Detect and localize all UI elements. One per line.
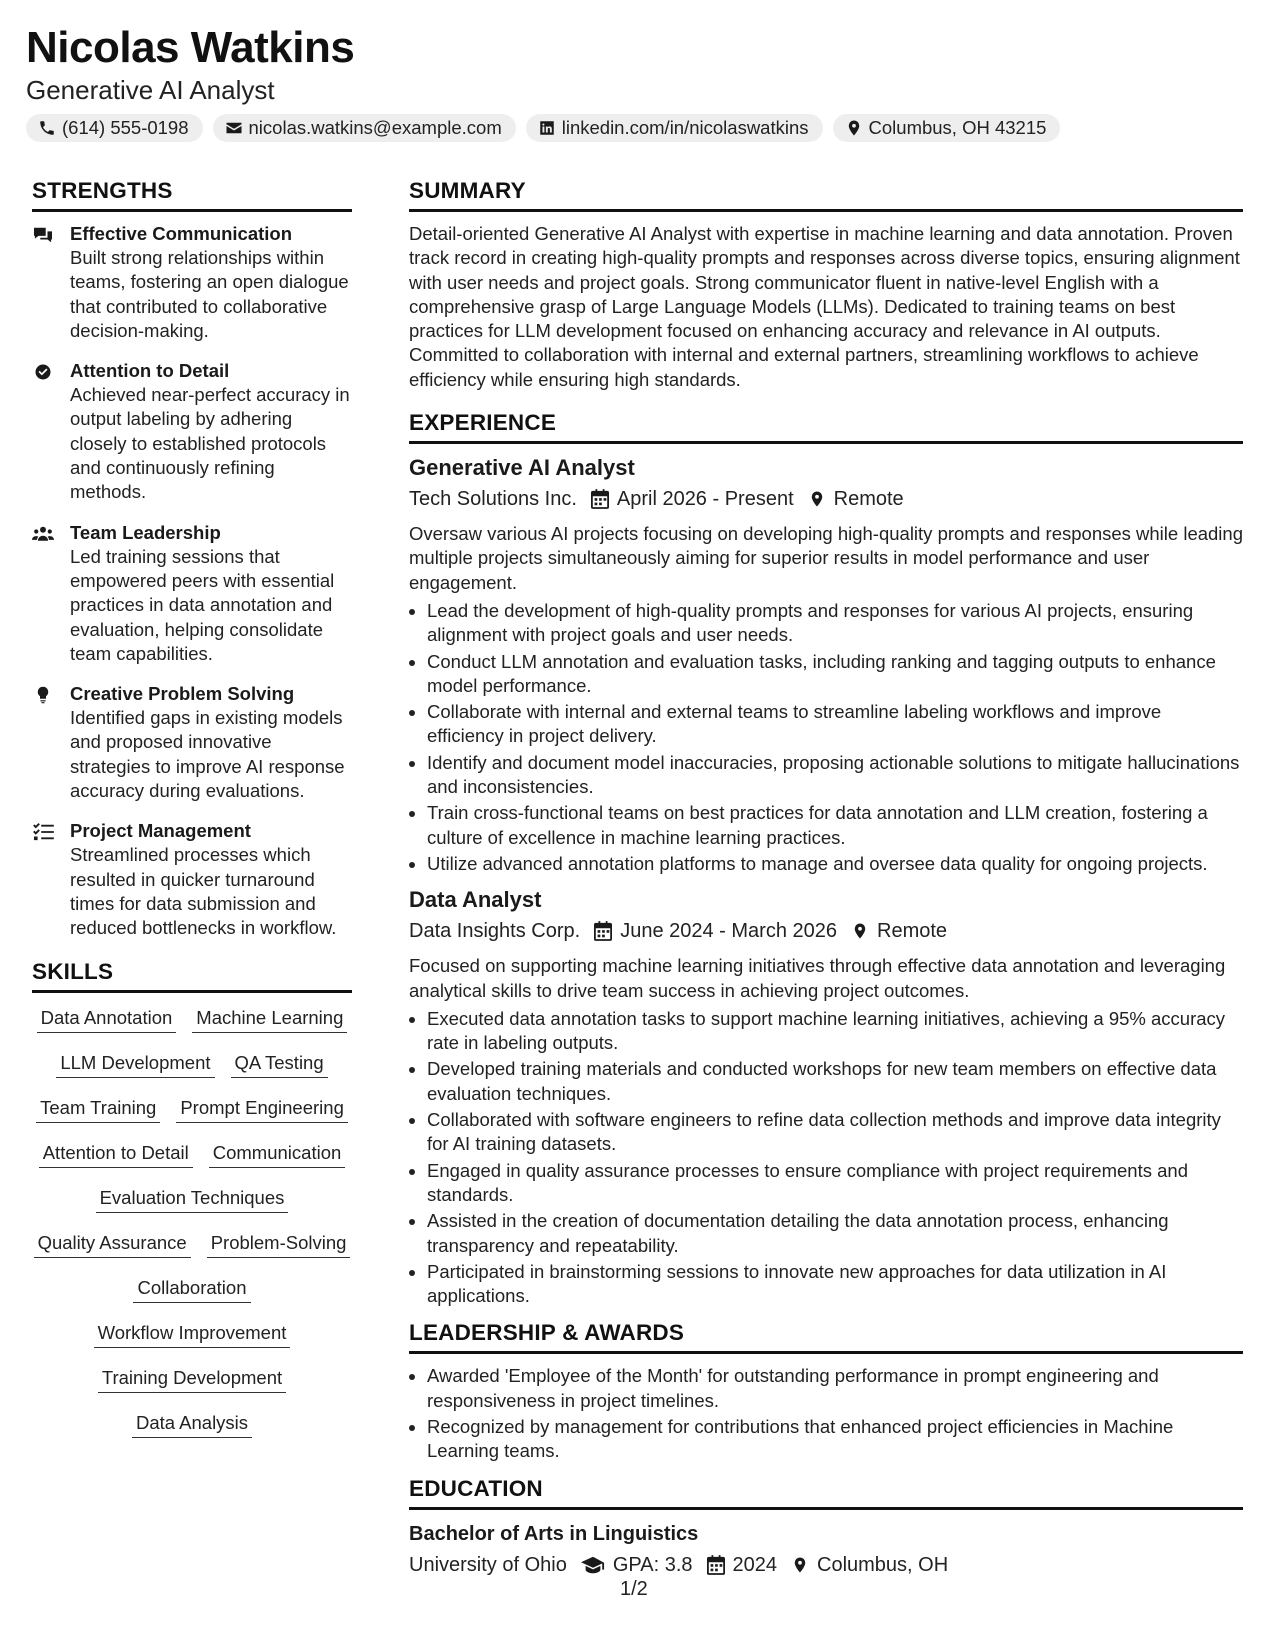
job-description: Focused on supporting machine learning initiatives through effective data annotation and leveraging analytical skills to drive team success in achieving project outcomes. — [409, 955, 1226, 1001]
bullet-item: • Collaborate with internal and external teams to streamline labeling workflows and improve efficiency in project delivery. — [427, 700, 1243, 749]
bullet-item: • Lead the development of high-quality prompts and responses for various AI projects, ensuring alignment with project goals and user needs. — [427, 599, 1243, 648]
skill-tag: Workflow Improvement — [94, 1322, 291, 1348]
strength-desc: Led training sessions that empowered peers with essential practices in data annotation and evaluation, helping consolidate team capabilities. — [70, 545, 335, 664]
bullet-item: • Executed data annotation tasks to support machine learning initiatives, achieving a 95% accuracy rate in labeling outputs. — [427, 1007, 1243, 1056]
bullet-item: • Engaged in quality assurance processes to ensure compliance with project requirements and standards. — [427, 1159, 1243, 1208]
leadership-heading: LEADERSHIP & AWARDS — [409, 1318, 1243, 1354]
strength-item — [32, 682, 352, 803]
contact-location — [833, 114, 1061, 142]
calendar-icon — [707, 1555, 725, 1575]
strength-item — [32, 819, 352, 940]
company-name: Data Insights Corp. — [409, 920, 581, 943]
candidate-title: Generative AI Analyst — [26, 75, 275, 105]
summary-text: Detail-oriented Generative AI Analyst with expertise in machine learning and data annotation. Proven track record in creating high-quality prompts and responses across diverse topics, ensuring alignment with user needs and project goals. Strong communicator fluent in native-level English with a comprehensive grasp of Large Language Models (LLMs). Dedicated to training teams on best practices for LLM development focused on enhancing accuracy and relevance in AI outputs. Committed to collaboration with internal and external partners, streamlining workflows to achieve efficiency while ensuring high standards. — [409, 223, 1240, 390]
phone-text: (614) 555-0198 — [62, 117, 189, 138]
lightbulb-icon — [32, 686, 54, 704]
skill-tag: Problem-Solving — [207, 1232, 351, 1258]
job-entry — [409, 886, 1243, 1308]
skill-tag: Team Training — [36, 1097, 160, 1123]
skill-tag: Attention to Detail — [39, 1142, 193, 1168]
task-list-icon — [32, 823, 54, 841]
bullet-item: • Participated in brainstorming sessions to innovate new approaches for data utilization in AI applications. — [427, 1260, 1243, 1309]
contact-bar — [26, 114, 1249, 142]
strength-item — [32, 359, 352, 504]
strength-title: Creative Problem Solving — [70, 683, 295, 705]
job-description: Oversaw various AI projects focusing on developing high-quality prompts and responses while leading multiple projects simultaneously aiming for superior results in model performance and user engagement. — [409, 523, 1243, 593]
linkedin-text: linkedin.com/in/nicolaswatkins — [561, 117, 809, 138]
skill-tag: Evaluation Techniques — [96, 1187, 289, 1213]
education-heading: EDUCATION — [409, 1474, 1243, 1510]
experience-heading: EXPERIENCE — [409, 408, 1243, 444]
bullet-item: • Collaborated with software engineers to refine data collection methods and improve data integrity for AI training datasets. — [427, 1108, 1243, 1157]
envelope-icon — [225, 119, 243, 137]
strength-title: Team Leadership — [70, 521, 221, 543]
skill-tag: Collaboration — [133, 1277, 250, 1303]
strength-desc: Built strong relationships within teams, fostering an open dialogue that contributed to collaborative decision-making. — [70, 247, 349, 341]
phone-icon — [38, 119, 56, 137]
calendar-icon — [594, 921, 612, 941]
bullet-item: • Developed training materials and conducted workshops for new team members on effective data evaluation techniques. — [427, 1057, 1243, 1106]
job-entry — [409, 454, 1243, 876]
skill-tag: Data Annotation — [37, 1007, 177, 1033]
bullet-item: • Train cross-functional teams on best practices for data annotation and LLM creation, fostering a culture of excellence in machine learning practices. — [427, 801, 1243, 850]
strength-title: Attention to Detail — [70, 360, 230, 382]
job-dates: June 2024 - March 2026 — [620, 920, 838, 943]
job-bullets — [409, 599, 1243, 876]
candidate-name: Nicolas Watkins — [26, 23, 355, 72]
right-column — [409, 176, 1243, 1588]
strength-desc: Identified gaps in existing models and proposed innovative strategies to improve AI response accuracy during evaluations. — [70, 707, 345, 802]
skill-tag: Communication — [209, 1142, 346, 1168]
strength-desc: Streamlined processes which resulted in quicker turnaround times for data submission and reduced bottlenecks in workflow. — [70, 844, 337, 939]
school-name: University of Ohio — [409, 1553, 567, 1576]
skills-heading: SKILLS — [32, 957, 352, 993]
contact-linkedin[interactable] — [526, 114, 823, 142]
resume-header — [26, 22, 1249, 142]
comments-icon — [32, 226, 54, 244]
calendar-icon — [591, 489, 609, 509]
skill-tag: QA Testing — [231, 1052, 328, 1078]
skill-tag: Machine Learning — [192, 1007, 347, 1033]
job-bullets — [409, 1007, 1243, 1309]
job-location: Remote — [833, 488, 904, 511]
strength-desc: Achieved near-perfect accuracy in output labeling by adhering closely to established protocols and continuously refining methods. — [70, 384, 350, 503]
bullet-item: • Awarded 'Employee of the Month' for outstanding performance in prompt engineering and responsiveness in project timelines. — [427, 1364, 1243, 1413]
skill-tag: LLM Development — [56, 1052, 214, 1078]
skills-list — [32, 1007, 352, 1438]
strength-title: Effective Communication — [70, 223, 293, 244]
job-dates: April 2026 - Present — [616, 488, 794, 511]
strength-item — [32, 521, 352, 666]
bullet-item: • Assisted in the creation of documentation detailing the data annotation process, enhancing transparency and repeatability. — [427, 1209, 1243, 1258]
linkedin-icon — [538, 119, 556, 137]
contact-email[interactable] — [213, 114, 516, 142]
bullet-item: • Recognized by management for contributions that enhanced project efficiencies in Machine Learning teams. — [427, 1415, 1243, 1464]
job-title: Generative AI Analyst — [409, 455, 635, 481]
map-pin-icon — [851, 921, 869, 941]
graduation-cap-icon — [581, 1555, 605, 1575]
email-text: nicolas.watkins@example.com — [248, 117, 502, 138]
bullet-item: • Utilize advanced annotation platforms to manage and oversee data quality for ongoing projects. — [427, 852, 1243, 876]
education-year: 2024 — [732, 1553, 778, 1576]
contact-phone[interactable] — [26, 114, 203, 142]
strengths-heading: STRENGTHS — [32, 176, 352, 212]
education-meta — [409, 1550, 1243, 1580]
map-pin-icon — [808, 489, 826, 509]
location-text: Columbus, OH 43215 — [868, 117, 1047, 138]
summary-heading: SUMMARY — [409, 176, 1243, 212]
skill-tag: Training Development — [98, 1367, 286, 1393]
job-meta — [409, 484, 1243, 514]
skill-tag: Prompt Engineering — [176, 1097, 348, 1123]
bullet-item: • Conduct LLM annotation and evaluation tasks, including ranking and tagging outputs to enhance model performance. — [427, 650, 1243, 699]
strength-title: Project Management — [70, 820, 251, 842]
bullet-item: • Identify and document model inaccuracies, proposing actionable solutions to mitigate hallucinations and inconsistencies. — [427, 751, 1243, 800]
job-location: Remote — [877, 920, 948, 943]
job-title: Data Analyst — [409, 887, 542, 913]
left-column — [32, 176, 352, 1438]
education-degree: Bachelor of Arts in Linguistics — [409, 1522, 699, 1545]
education-location: Columbus, OH — [817, 1553, 949, 1576]
skill-tag: Data Analysis — [132, 1412, 252, 1438]
skill-tag: Quality Assurance — [34, 1232, 191, 1258]
users-icon — [32, 525, 54, 543]
map-pin-icon — [791, 1555, 809, 1575]
leadership-bullets — [409, 1364, 1243, 1463]
job-meta — [409, 916, 1243, 946]
check-circle-icon — [32, 363, 54, 381]
strength-item — [32, 222, 352, 343]
company-name: Tech Solutions Inc. — [409, 488, 577, 511]
map-pin-icon — [845, 119, 863, 137]
page-number: 1/2 — [620, 1578, 648, 1600]
education-gpa: GPA: 3.8 — [612, 1553, 693, 1576]
